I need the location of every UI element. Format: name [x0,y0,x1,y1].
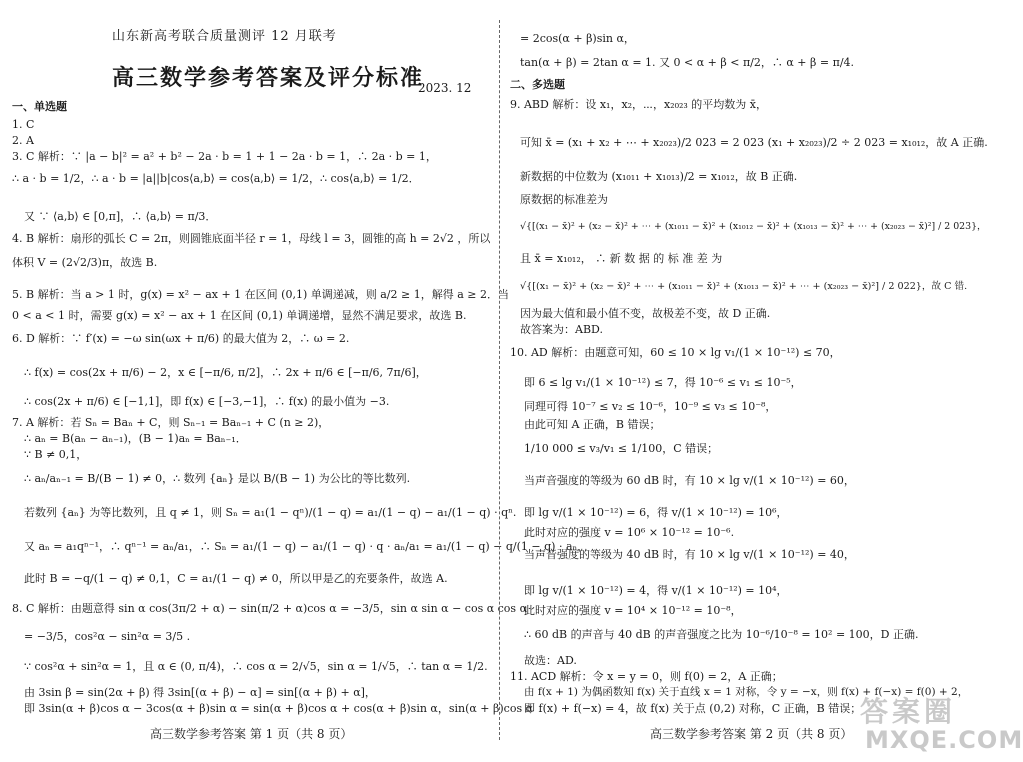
answer-line: 当声音强度的等级为 60 dB 时，有 10 × lg v/(1 × 10⁻¹²) = 60， [524,474,855,487]
answer-line: = 2cos(α + β)sin α， [520,32,635,45]
answer-line: 即 6 ≤ lg v₁/(1 × 10⁻¹²) ≤ 7，得 10⁻⁶ ≤ v₁ ≤ 10⁻⁵， [524,376,802,389]
answer-line: 6. D 解析：∵ f′(x) = −ω sin(ωx + π/6) 的最大值为 2，∴ ω = 2. [12,332,350,345]
answer-line: √{[(x₁ − x̄)² + (x₂ − x̄)² + ⋯ + (x₁₀₁₁ − x̄)² + (x₁₀₁₃ − x̄)² + ⋯ + (x₂₀₂₃ − x̄)²] / 2 022}，故 C 错. [520,281,968,292]
answer-line: 又 ∵ ⟨a,b⟩ ∈ [0,π]，∴ ⟨a,b⟩ = π/3． [24,210,217,223]
answer-line: 当声音强度的等级为 40 dB 时，有 10 × lg v/(1 × 10⁻¹²) = 40， [524,548,855,561]
answer-line: 可知 x̄ = (x₁ + x₂ + ⋯ + x₂₀₂₃)/2 023 = 2 023 (x₁ + x₂₀₂₃)/2 ÷ 2 023 = x₁₀₁₂，故 A 正确. [520,136,988,149]
answer-line: 即 3sin(α + β)cos α − 3cos(α + β)sin α = sin(α + β)cos α + cos(α + β)sin α，sin(α + β)cos α [24,702,534,715]
answer-line: 即 lg v/(1 × 10⁻¹²) = 6，得 v/(1 × 10⁻¹²) = 10⁶， [524,506,788,519]
column-divider [499,20,500,740]
page-2 [510,0,1000,762]
answer-line: ∴ f(x) = cos(2x + π/6) − 2，x ∈ [−π/6, π/2]，∴ 2x + π/6 ∈ [−π/6, 7π/6]， [24,366,427,379]
answer-line: 9. ABD 解析：设 x₁，x₂，⋯，x₂₀₂₃ 的平均数为 x̄， [510,98,767,111]
answer-line: 3. C 解析：∵ |a − b|² = a² + b² − 2a · b = 1 + 1 − 2a · b = 1，∴ 2a · b = 1， [12,150,437,163]
section-multi-choice: 二、多选题 [510,78,565,91]
answer-line: 若数列 {aₙ} 为等比数列，且 q ≠ 1，则 Sₙ = a₁(1 − qⁿ)/(1 − q) = a₁/(1 − q) − a₁/(1 − q) · qⁿ. [24,506,517,519]
answer-line: ∴ aₙ/aₙ₋₁ = B/(B − 1) ≠ 0，∴ 数列 {aₙ} 是以 B/(B − 1) 为公比的等比数列. [24,472,411,485]
page-footer-2: 高三数学参考答案 第 2 页（共 8 页） [650,727,853,741]
answer-line: 且 x̄ = x₁₀₁₂， ∴ 新 数 据 的 标 准 差 为 [520,252,723,265]
answer-line: 0 < a < 1 时，需要 g(x) = x² − ax + 1 在区间 (0,1) 单调递增，显然不满足要求，故选 B. [12,309,467,322]
answer-line: 4. B 解析：扇形的弧长 C = 2π，则圆锥底面半径 r = 1，母线 l = 3，圆锥的高 h = 2√2 ，所以 [12,232,491,245]
answer-line: 因为最大值和最小值不变，故极差不变，故 D 正确. [520,307,771,320]
answer-line: 由此可知 A 正确，B 错误； [524,418,661,431]
answer-line: 此时对应的强度 v = 10⁴ × 10⁻¹² = 10⁻⁸， [524,604,742,617]
page-footer-1: 高三数学参考答案 第 1 页（共 8 页） [150,727,353,741]
answer-line: 由 f(x + 1) 为偶函数知 f(x) 关于直线 x = 1 对称，令 y = −x，则 f(x) + f(−x) = f(0) + 2， [524,686,969,698]
answer-line: 5. B 解析：当 a > 1 时，g(x) = x² − ax + 1 在区间 (0,1) 单调递减，则 a/2 ≥ 1，解得 a ≥ 2．当 [12,288,509,301]
answer-line: 11. ACD 解析：令 x = y = 0，则 f(0) = 2，A 正确； [510,670,783,683]
answer-line: ∴ 60 dB 的声音与 40 dB 的声音强度之比为 10⁻⁶/10⁻⁸ = 10² = 100，D 正确. [524,628,919,641]
answer-line: ∴ a · b = 1/2，∴ a · b = |a||b|cos⟨a,b⟩ = cos⟨a,b⟩ = 1/2，∴ cos⟨a,b⟩ = 1/2． [12,172,420,185]
answer-line: 10. AD 解析：由题意可知，60 ≤ 10 × lg v₁/(1 × 10⁻¹²) ≤ 70， [510,346,841,359]
answer-line: 2. A [12,134,34,147]
answer-line: 同理可得 10⁻⁷ ≤ v₂ ≤ 10⁻⁶，10⁻⁹ ≤ v₃ ≤ 10⁻⁸， [524,400,777,413]
section-single-choice: 一、单选题 [12,100,67,113]
doc-title: 高三数学参考答案及评分标准 [112,65,425,91]
answer-line: 原数据的标准差为 [520,193,608,206]
answer-line: ∴ aₙ = B(aₙ − aₙ₋₁)，(B − 1)aₙ = Baₙ₋₁． [24,432,247,445]
answer-line: 即 lg v/(1 × 10⁻¹²) = 4，得 v/(1 × 10⁻¹²) = 10⁴， [524,584,788,597]
answer-line: 由 3sin β = sin(2α + β) 得 3sin[(α + β) − α] = sin[(α + β) + α]， [24,686,376,699]
answer-line: 1. C [12,118,35,131]
answer-line: 体积 V = (2√2/3)π，故选 B. [12,256,158,269]
answer-line: 此时 B = −q/(1 − q) ≠ 0,1，C = a₁/(1 − q) ≠ 0，所以甲是乙的充要条件，故选 A. [24,572,448,585]
answer-line: 1/10 000 ≤ v₃/v₁ ≤ 1/100，C 错误； [524,442,719,455]
answer-line: 故选：AD. [524,654,577,667]
answer-line: 8. C 解析：由题意得 sin α cos(3π/2 + α) − sin(π/2 + α)cos α = −3/5，sin α sin α − cos α cos α [12,602,528,615]
answer-line: tan(α + β) = 2tan α = 1. 又 0 < α + β < π/2，∴ α + β = π/4. [520,56,855,69]
answer-line: ∵ cos²α + sin²α = 1，且 α ∈ (0, π/4)，∴ cos α = 2/√5，sin α = 1/√5，∴ tan α = 1/2. [24,660,488,673]
answer-line: 即 f(x) + f(−x) = 4，故 f(x) 关于点 (0,2) 对称，C 正确，B 错误； [524,702,862,715]
watermark-logo [820,690,1023,758]
answer-line: ∴ cos(2x + π/6) ∈ [−1,1]，即 f(x) ∈ [−3,−1]，∴ f(x) 的最小值为 −3. [24,395,390,408]
exam-subtitle: 山东新高考联合质量测评 12 月联考 [112,29,337,44]
watermark-url: MXQE.COM [865,726,1023,754]
answer-line: 此时对应的强度 v = 10⁶ × 10⁻¹² = 10⁻⁶. [524,526,735,539]
answer-line: 新数据的中位数为 (x₁₀₁₁ + x₁₀₁₃)/2 = x₁₀₁₂，故 B 正确. [520,170,798,183]
answer-line: 故答案为：ABD. [520,323,603,336]
watermark-text: 答案圈 [860,695,957,728]
doc-date: 2023. 12 [418,81,472,95]
answer-line: = −3/5，cos²α − sin²α = 3/5 . [24,630,191,643]
answer-line: ∵ B ≠ 0,1， [24,448,88,461]
answer-line: 7. A 解析：若 Sₙ = Baₙ + C，则 Sₙ₋₁ = Baₙ₋₁ + C (n ≥ 2)， [12,416,330,429]
answer-line: √{[(x₁ − x̄)² + (x₂ − x̄)² + ⋯ + (x₁₀₁₁ − x̄)² + (x₁₀₁₂ − x̄)² + (x₁₀₁₃ − x̄)² + ⋯ + (x₂₀₂₃ − x̄)²] / 2 023}， [520,221,987,232]
answer-line: 又 aₙ = a₁qⁿ⁻¹，∴ qⁿ⁻¹ = aₙ/a₁，∴ Sₙ = a₁/(1 − q) − a₁/(1 − q) · q · aₙ/a₁ = a₁/(1 − q) − q/(1 − q) · aₙ， [24,540,589,553]
